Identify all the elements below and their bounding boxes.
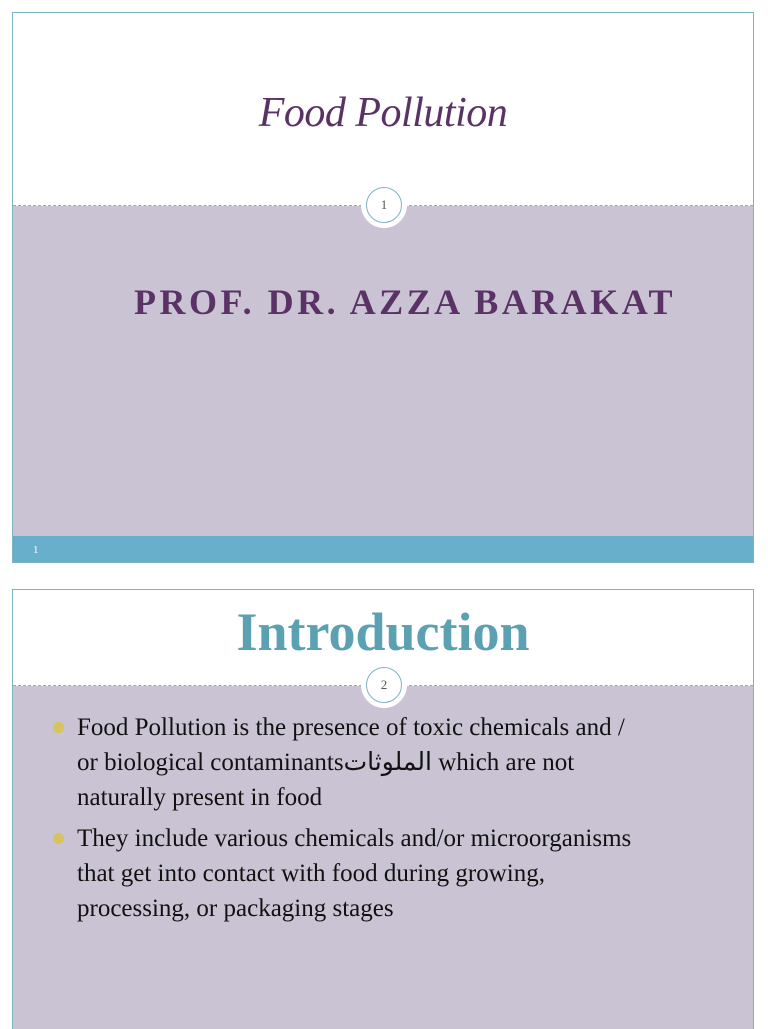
bullet-item (53, 710, 729, 815)
page-number: 1 (366, 187, 402, 223)
slide-title: Introduction (236, 602, 530, 662)
bullet-list (53, 710, 729, 932)
bullet-line: Food Pollution is the presence of toxic chemicals and / (77, 714, 625, 741)
page-number: 2 (366, 667, 402, 703)
slide-content-area (13, 206, 753, 536)
bullet-line: or biological contaminantsالملوثات which are not (77, 749, 575, 776)
bullet-dot-icon (53, 722, 64, 733)
slide-content-area (13, 686, 753, 1029)
page-number-badge (361, 182, 407, 228)
bullet-dot-icon (53, 833, 64, 844)
slide-1 (12, 12, 754, 563)
page-number-badge (361, 662, 407, 708)
bullet-line: that get into contact with food during growing, (77, 860, 545, 887)
bullet-line: naturally present in food (77, 784, 323, 811)
bullet-line: processing, or packaging stages (77, 895, 394, 922)
bullet-line: They include various chemicals and/or microorganisms (77, 825, 632, 852)
slide-title-area (13, 13, 753, 206)
slide-footer (13, 536, 753, 563)
bullet-item (53, 821, 729, 926)
slide-2 (12, 589, 754, 1029)
slide-title: Food Pollution (258, 90, 508, 136)
footer-page-number: 1 (33, 544, 39, 556)
author-name: PROF. DR. AZZA BARAKAT (134, 282, 677, 322)
